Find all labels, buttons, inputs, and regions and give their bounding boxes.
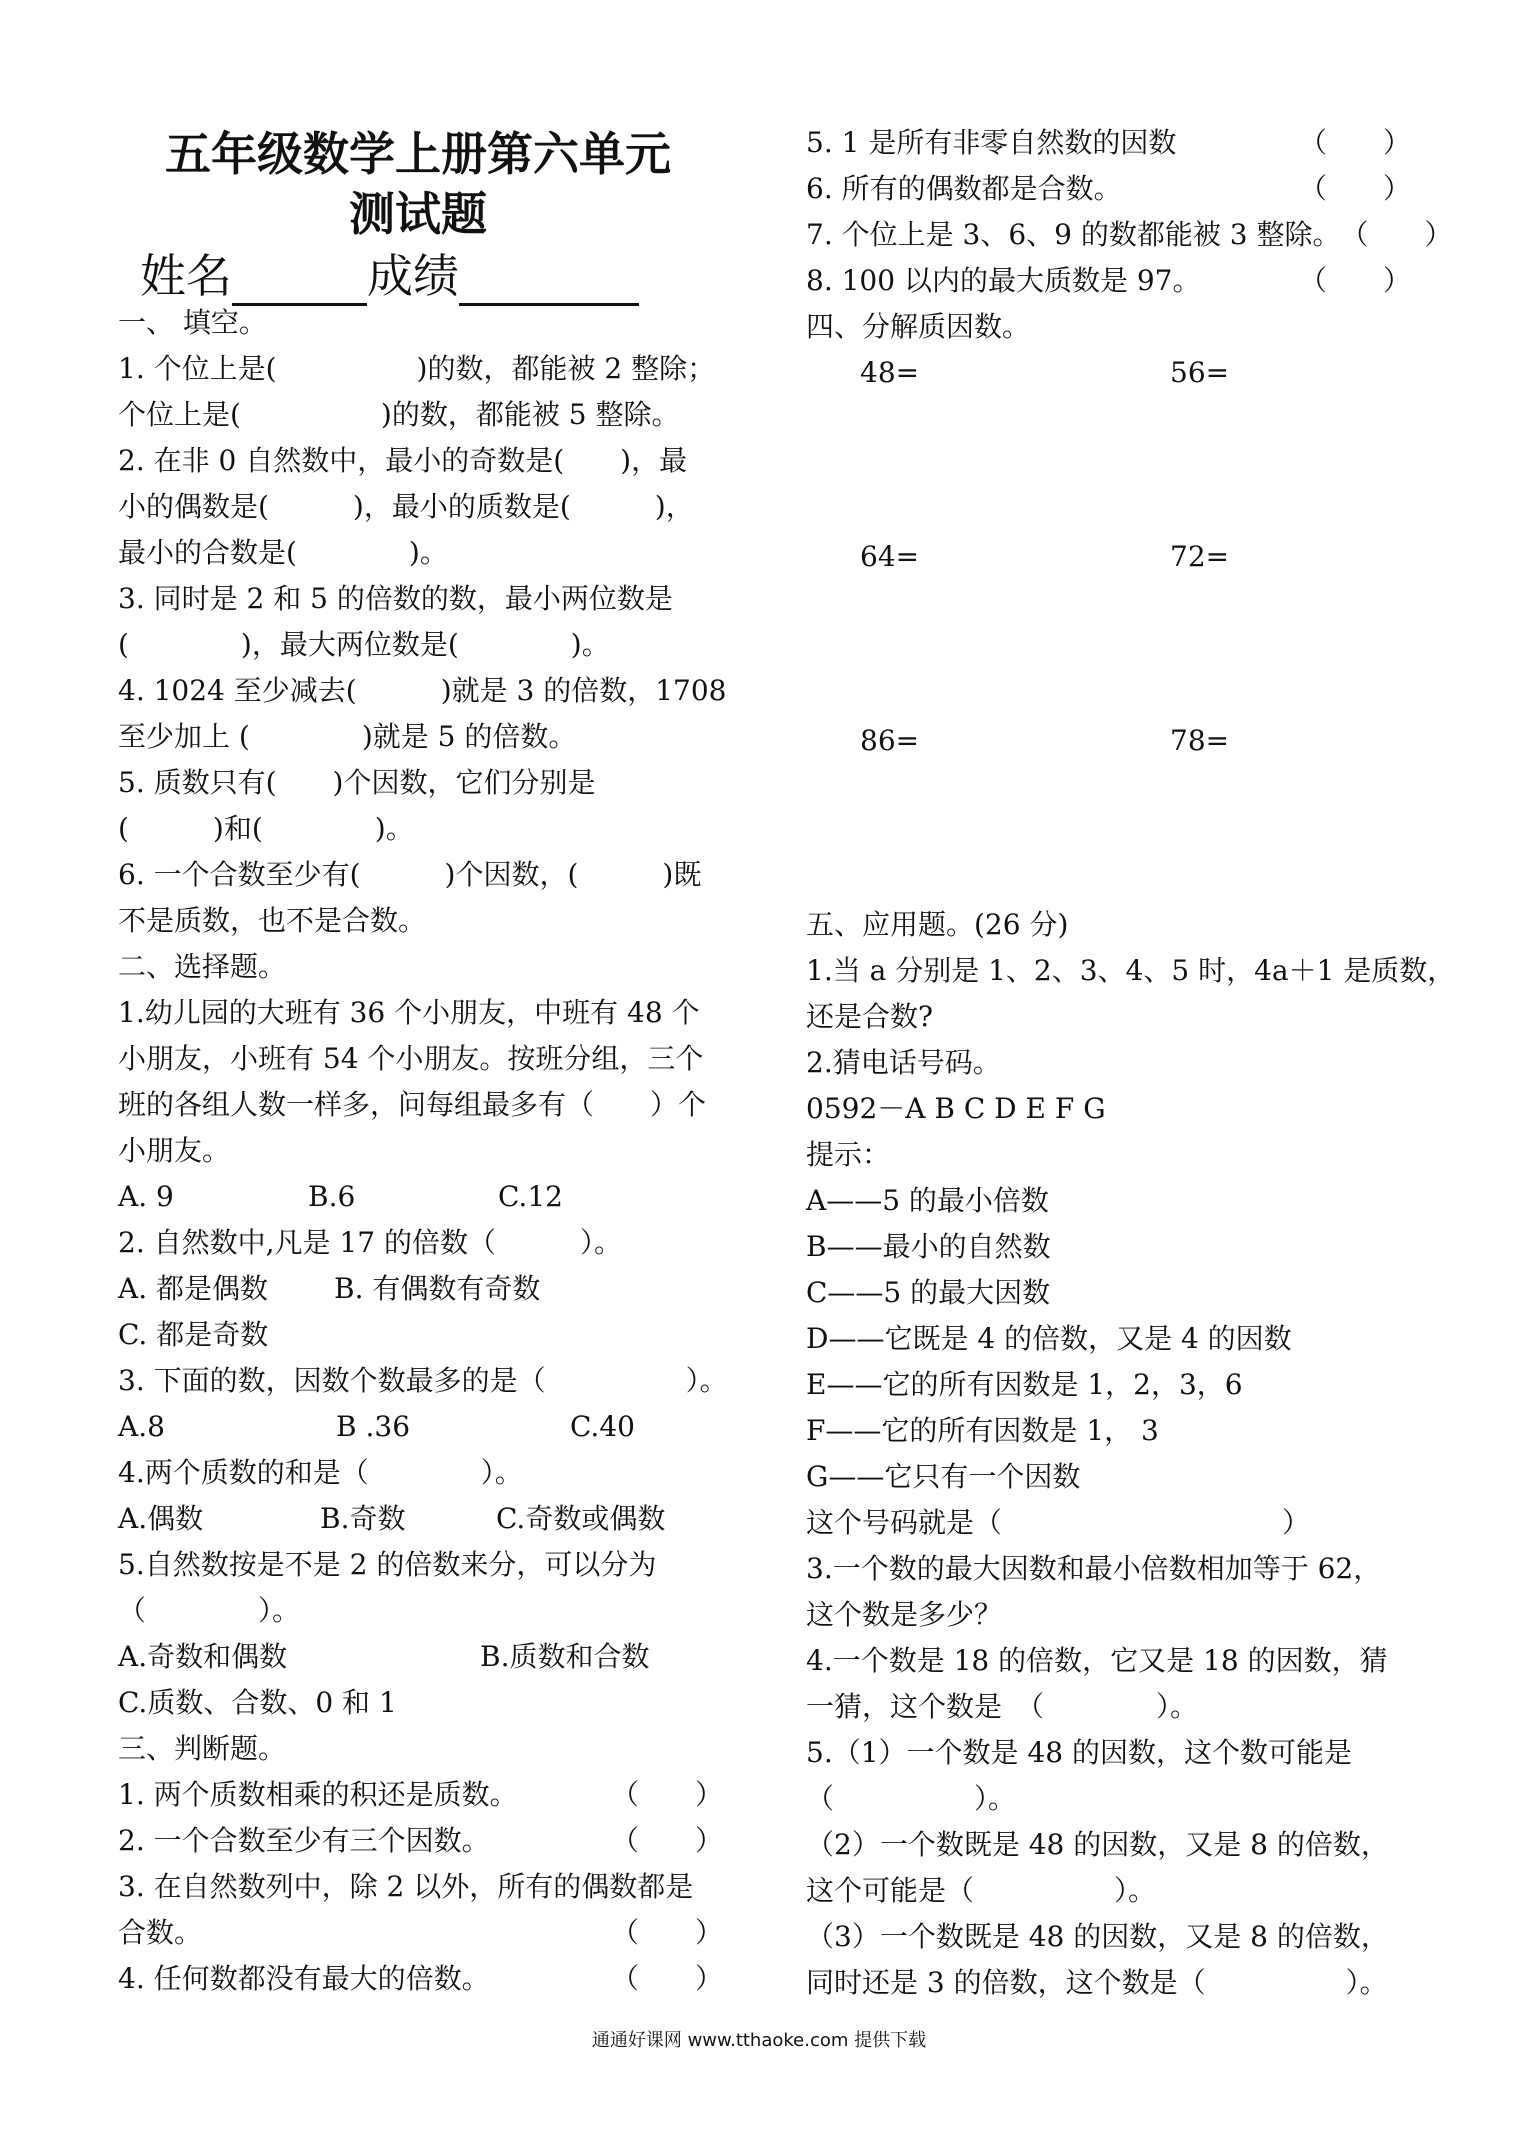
factor-item[interactable]: 86=: [860, 724, 920, 757]
option: A.偶数: [118, 1502, 204, 1535]
factor-item[interactable]: 78=: [1170, 724, 1230, 757]
section-heading-factorization: 四、分解质因数。: [806, 310, 1031, 343]
option: B.奇数: [320, 1502, 406, 1535]
answer-paren[interactable]: （ ）: [610, 1778, 723, 1811]
answer-paren[interactable]: （ ）: [610, 1824, 723, 1857]
item-text: 8. 100 以内的最大质数是 97。: [806, 264, 1201, 297]
true-false-item: [806, 120, 1411, 166]
option: C.40: [570, 1410, 635, 1443]
true-false-item: [118, 1910, 723, 1956]
option-row: [118, 1174, 723, 1220]
text-line: 3. 在自然数列中，除 2 以外，所有的偶数都是: [118, 1870, 694, 1903]
item-text: 6. 所有的偶数都是合数。: [806, 172, 1122, 205]
text-line: E——它的所有因数是 1，2，3，6: [806, 1368, 1243, 1401]
text-line: 至少加上 ( )就是 5 的倍数。: [118, 720, 577, 753]
option: C.奇数或偶数: [496, 1502, 666, 1535]
text-line: 6. 一个合数至少有( )个因数，( )既: [118, 858, 702, 891]
text-line: 小的偶数是( )，最小的质数是( )，: [118, 490, 694, 523]
page-subtitle: 测试题: [349, 187, 487, 241]
text-line: 班的各组人数一样多，问每组最多有（ ）个: [118, 1088, 707, 1121]
text-line: 1. 个位上是( )的数，都能被 2 整除；: [118, 352, 716, 385]
section-heading-choice: 二、选择题。: [118, 950, 287, 983]
text-line: 这个号码就是（ ）: [806, 1506, 1311, 1539]
name-label: 姓名: [140, 249, 232, 303]
text-line: C——5 的最大因数: [806, 1276, 1051, 1309]
text-line: 3. 下面的数，因数个数最多的是（ ）。: [118, 1364, 728, 1397]
text-line: 还是合数?: [806, 1000, 934, 1033]
text-line: 个位上是( )的数，都能被 5 整除。: [118, 398, 680, 431]
text-line: 这个数是多少？: [806, 1598, 1003, 1631]
item-text: 5. 1 是所有非零自然数的因数: [806, 126, 1177, 159]
text-line: D——它既是 4 的倍数，又是 4 的因数: [806, 1322, 1292, 1355]
text-line: 不是质数，也不是合数。: [118, 904, 427, 937]
page-title: 五年级数学上册第六单元: [165, 127, 671, 181]
answer-paren[interactable]: （ ）: [1298, 264, 1411, 297]
item-text: 4. 任何数都没有最大的倍数。: [118, 1962, 490, 1995]
option: A.8: [118, 1410, 165, 1443]
text-line: 2.猜电话号码。: [806, 1046, 1001, 1079]
text-line: 3. 同时是 2 和 5 的倍数的数，最小两位数是: [118, 582, 673, 615]
text-line: （2）一个数既是 48 的因数，又是 8 的倍数，: [806, 1828, 1389, 1861]
text-line: （ ）。: [806, 1782, 1017, 1815]
option: B .36: [336, 1410, 411, 1443]
factorization-grid: [806, 350, 1411, 902]
factor-item[interactable]: 48=: [860, 356, 920, 389]
option: A. 9: [118, 1180, 174, 1213]
option: C.12: [498, 1180, 563, 1213]
text-line: 提示：: [806, 1138, 891, 1171]
option: A. 都是偶数: [118, 1272, 269, 1305]
option-row: [118, 1634, 723, 1680]
option: B.质数和合数: [480, 1640, 650, 1673]
answer-paren[interactable]: （ ）: [1298, 126, 1411, 159]
option: B. 有偶数有奇数: [334, 1272, 541, 1305]
text-line: ( )，最大两位数是( )。: [118, 628, 610, 661]
factor-item[interactable]: 64=: [860, 540, 920, 573]
section-heading-fill-in: 一、 填空。: [118, 306, 267, 339]
text-line: 小朋友。: [118, 1134, 231, 1167]
text-line: 1.当 a 分别是 1、2、3、4、5 时，4a＋1 是质数，: [806, 954, 1456, 987]
text-line: 3.一个数的最大因数和最小倍数相加等于 62，: [806, 1552, 1382, 1585]
footer-credit: 通通好课网 www.tthaoke.com 提供下载: [591, 2030, 927, 2051]
item-text: 7. 个位上是 3、6、9 的数都能被 3 整除。: [806, 218, 1341, 251]
text-line: （3）一个数既是 48 的因数，又是 8 的倍数，: [806, 1920, 1389, 1953]
text-line: 2. 自然数中,凡是 17 的倍数（ ）。: [118, 1226, 622, 1259]
text-line: B——最小的自然数: [806, 1230, 1051, 1263]
answer-paren[interactable]: （ ）: [1298, 172, 1411, 205]
text-line: A——5 的最小倍数: [806, 1184, 1049, 1217]
text-line: （ ）。: [118, 1594, 301, 1627]
factor-item[interactable]: 56=: [1170, 356, 1230, 389]
answer-paren[interactable]: （ ）: [1340, 218, 1453, 251]
text-line: 0592－A B C D E F G: [806, 1092, 1106, 1125]
text-line: 小朋友，小班有 54 个小朋友。按班分组，三个: [118, 1042, 704, 1075]
text-line: 4. 1024 至少减去( )就是 3 的倍数，1708: [118, 674, 727, 707]
option: C.质数、合数、0 和 1: [118, 1686, 397, 1719]
true-false-item: [806, 212, 1453, 258]
option: C. 都是奇数: [118, 1318, 269, 1351]
answer-paren[interactable]: （ ）: [610, 1962, 723, 1995]
option: A.奇数和偶数: [118, 1640, 288, 1673]
text-line: 这个可能是（ ）。: [806, 1874, 1157, 1907]
true-false-item: [118, 1818, 723, 1864]
item-text: 1. 两个质数相乘的积还是质数。: [118, 1778, 518, 1811]
factor-item[interactable]: 72=: [1170, 540, 1230, 573]
name-score-bar: [140, 240, 639, 306]
true-false-item: [806, 258, 1411, 304]
text-line: 4.两个质数的和是（ ）。: [118, 1456, 523, 1489]
text-line: 1.幼儿园的大班有 36 个小朋友，中班有 48 个: [118, 996, 700, 1029]
item-text: 2. 一个合数至少有三个因数。: [118, 1824, 490, 1857]
section-heading-application: 五、应用题。(26 分): [806, 908, 1069, 941]
text-line: 同时还是 3 的倍数，这个数是（ ）。: [806, 1966, 1388, 1999]
text-line: 4.一个数是 18 的倍数，它又是 18 的因数，猜: [806, 1644, 1388, 1677]
text-line: 2. 在非 0 自然数中，最小的奇数是( )，最: [118, 444, 688, 477]
item-text: 合数。: [118, 1916, 203, 1949]
section-heading-true-false: 三、判断题。: [118, 1732, 287, 1765]
true-false-item: [118, 1956, 723, 2002]
text-line: 5.（1）一个数是 48 的因数，这个数可能是: [806, 1736, 1352, 1769]
score-label: 成绩: [367, 249, 459, 303]
option-row: [118, 1404, 723, 1450]
text-line: 最小的合数是( )。: [118, 536, 448, 569]
text-line: ( )和( )。: [118, 812, 414, 845]
right-column: [806, 120, 1456, 2006]
text-line: 5. 质数只有( )个因数，它们分别是: [118, 766, 596, 799]
text-line: F——它的所有因数是 1， 3: [806, 1414, 1159, 1447]
option: B.6: [308, 1180, 356, 1213]
text-line: 一猜，这个数是 （ ）。: [806, 1690, 1199, 1723]
text-line: 5.自然数按是不是 2 的倍数来分，可以分为: [118, 1548, 657, 1581]
option-row: [118, 1266, 723, 1312]
true-false-item: [118, 1772, 723, 1818]
true-false-item: [806, 166, 1411, 212]
answer-paren[interactable]: （ ）: [610, 1916, 723, 1949]
text-line: G——它只有一个因数: [806, 1460, 1081, 1493]
left-column: [118, 300, 728, 2002]
option-row: [118, 1496, 723, 1542]
